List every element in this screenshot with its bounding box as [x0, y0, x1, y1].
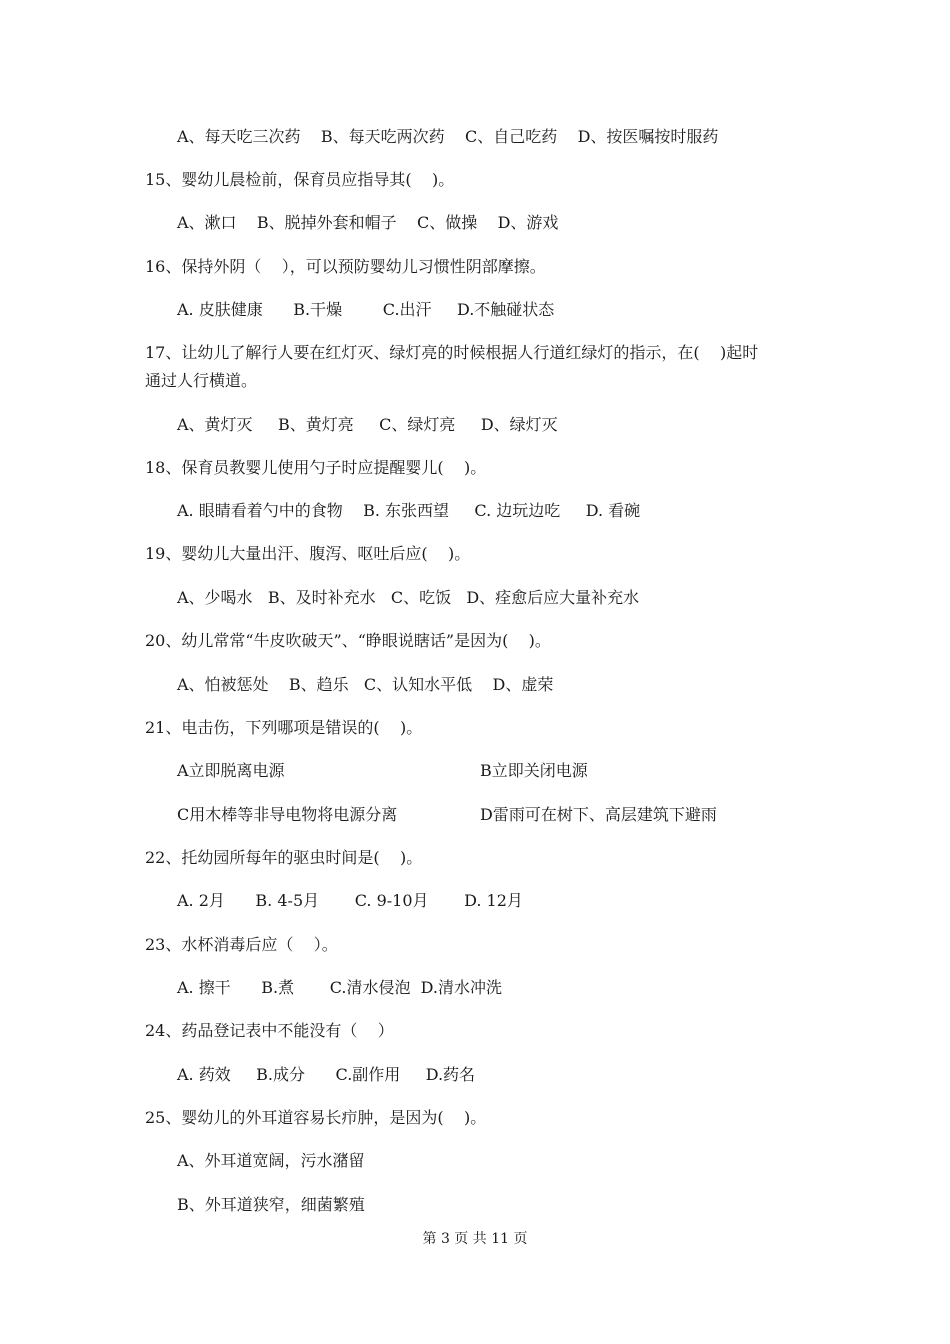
question-17: 17、让幼儿了解行人要在红灯灭、绿灯亮的时候根据人行道红绿灯的指示，在( )起时	[145, 343, 759, 362]
q21-option-b: B立即关闭电源	[480, 761, 588, 780]
q20-options: A、怕被惩处 B、趋乐 C、认知水平低 D、虚荣	[177, 675, 554, 694]
q18-options: A. 眼睛看着勺中的食物 B. 东张西望 C. 边玩边吃 D. 看碗	[177, 501, 641, 520]
q16-options: A. 皮肤健康 B.干燥 C.出汗 D.不触碰状态	[177, 300, 555, 319]
question-21: 21、电击伤，下列哪项是错误的( )。	[145, 718, 423, 737]
q21-option-a: A立即脱离电源	[177, 761, 285, 780]
q21-option-d: D雷雨可在树下、高层建筑下避雨	[480, 805, 717, 824]
question-23: 23、水杯消毒后应（ ）。	[145, 935, 338, 954]
question-16: 16、保持外阴（ ），可以预防婴幼儿习惯性阴部摩擦。	[145, 257, 546, 276]
question-17-cont: 通过人行横道。	[145, 371, 258, 390]
page-footer: 第 3 页 共 11 页	[422, 1231, 528, 1247]
q19-options: A、少喝水 B、及时补充水 C、吃饭 D、痊愈后应大量补充水	[177, 588, 640, 607]
q25-option-a: A、外耳道宽阔，污水潴留	[177, 1151, 365, 1170]
q17-options: A、黄灯灭 B、黄灯亮 C、绿灯亮 D、绿灯灭	[177, 415, 558, 434]
question-25: 25、婴幼儿的外耳道容易长疖肿，是因为( )。	[145, 1108, 487, 1127]
q21-option-c: C用木棒等非导电物将电源分离	[177, 805, 398, 824]
question-22: 22、托幼园所每年的驱虫时间是( )。	[145, 848, 423, 867]
question-24: 24、药品登记表中不能没有（ ）	[145, 1021, 394, 1040]
q15-options: A、漱口 B、脱掉外套和帽子 C、做操 D、游戏	[177, 213, 559, 232]
q22-options: A. 2月 B. 4-5月 C. 9-10月 D. 12月	[177, 891, 523, 910]
q24-options: A. 药效 B.成分 C.副作用 D.药名	[177, 1065, 476, 1084]
question-20: 20、幼儿常常“牛皮吹破天”、“睁眼说瞎话”是因为( )。	[145, 631, 551, 650]
question-18: 18、保育员教婴儿使用勺子时应提醒婴儿( )。	[145, 458, 487, 477]
q25-option-b: B、外耳道狭窄，细菌繁殖	[177, 1195, 365, 1214]
q23-options: A. 擦干 B.煮 C.清水侵泡 D.清水冲洗	[177, 978, 502, 997]
question-15: 15、婴幼儿晨检前，保育员应指导其( )。	[145, 170, 455, 189]
q14-options: A、每天吃三次药 B、每天吃两次药 C、自己吃药 D、按医嘱按时服药	[177, 127, 719, 146]
question-19: 19、婴幼儿大量出汗、腹泻、呕吐后应( )。	[145, 544, 471, 563]
